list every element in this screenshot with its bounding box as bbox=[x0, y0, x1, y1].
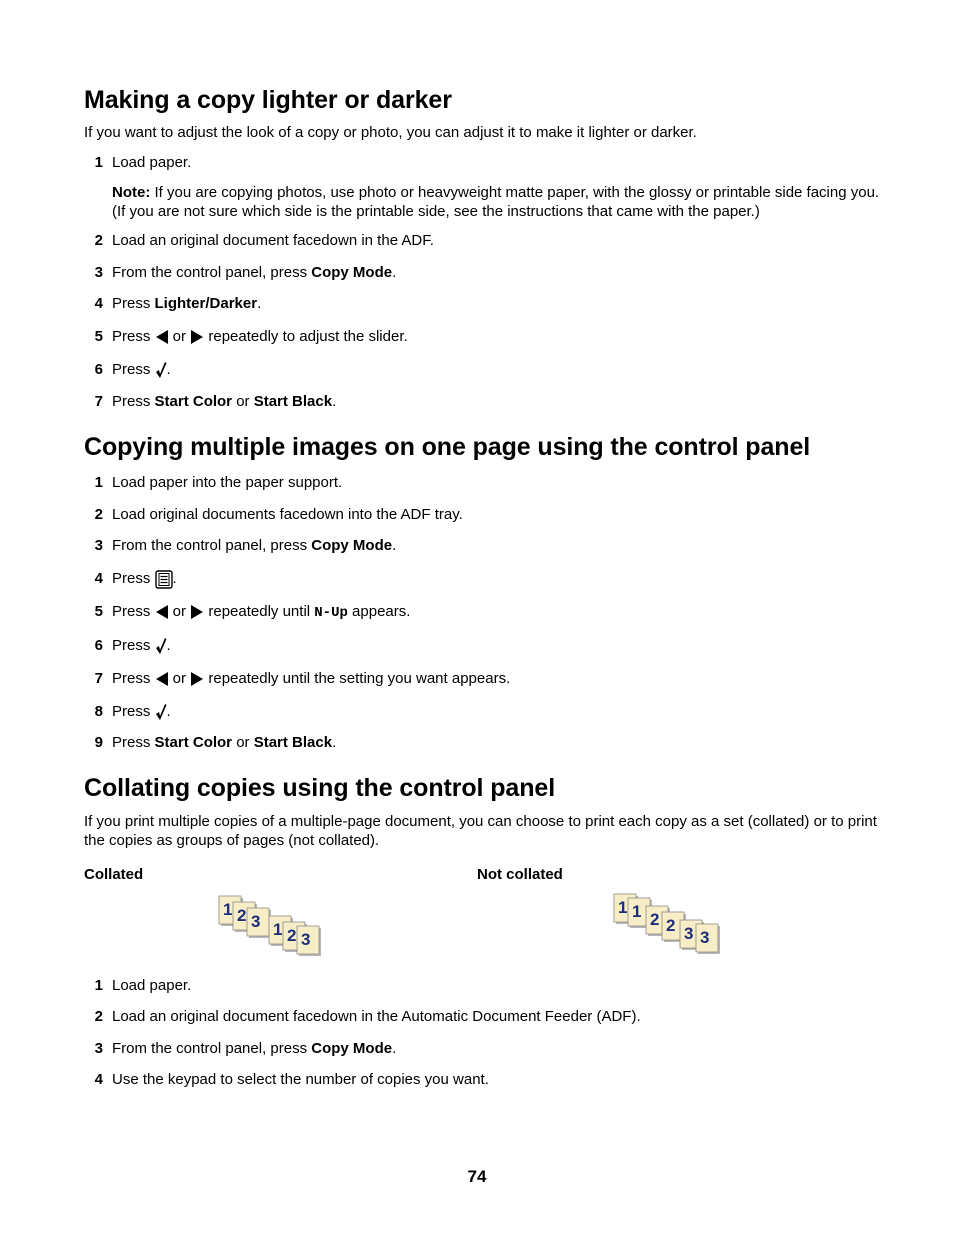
step-text-part: Press bbox=[112, 295, 155, 312]
step-item bbox=[84, 262, 884, 284]
step-number: 3 bbox=[94, 537, 103, 554]
step-number: 5 bbox=[94, 328, 103, 345]
step-number: 4 bbox=[94, 570, 103, 587]
step-text-part: Press bbox=[112, 603, 155, 620]
step-text-part: . bbox=[392, 264, 397, 281]
step-item bbox=[84, 975, 884, 997]
step-text-part: . bbox=[392, 1040, 397, 1057]
step-text-part: appears. bbox=[347, 603, 411, 620]
step-number: 2 bbox=[94, 232, 103, 249]
not-collated-illustration bbox=[610, 890, 732, 956]
step-text bbox=[112, 1038, 396, 1060]
step-item bbox=[84, 535, 884, 557]
step-text bbox=[112, 635, 171, 657]
step-number: 2 bbox=[94, 506, 103, 523]
step-number: 9 bbox=[94, 734, 103, 751]
step-item bbox=[84, 230, 884, 252]
section-intro: If you print multiple copies of a multiple-page document, you can choose to print each copy as a set (collated) or to print the copies as groups of pages (not collated). bbox=[84, 813, 877, 849]
step-number: 5 bbox=[94, 603, 103, 620]
step-text-part: or bbox=[232, 734, 254, 751]
step-text-part: or bbox=[168, 328, 191, 345]
step-text: Use the keypad to select the number of copies you want. bbox=[112, 1071, 489, 1088]
step-item bbox=[84, 152, 884, 174]
step-item bbox=[84, 601, 884, 623]
step-text bbox=[112, 568, 177, 590]
right-arrow-icon bbox=[190, 329, 204, 345]
step-number: 6 bbox=[94, 361, 103, 378]
step-item bbox=[84, 1006, 884, 1028]
step-text bbox=[112, 293, 261, 315]
step-number: 6 bbox=[94, 637, 103, 654]
step-text-part: repeatedly until the setting you want appears. bbox=[204, 670, 511, 687]
step-text-part: . bbox=[166, 703, 171, 720]
right-arrow-icon bbox=[190, 671, 204, 687]
step-text: Load paper. bbox=[112, 977, 192, 994]
note bbox=[112, 183, 882, 221]
page-number-label: 1 bbox=[618, 898, 628, 917]
button-name: Lighter/Darker bbox=[154, 295, 258, 312]
section-title: Copying multiple images on one page using the control panel bbox=[84, 433, 811, 461]
section-intro: If you want to adjust the look of a copy or photo, you can adjust it to make it lighter or darker. bbox=[84, 124, 697, 141]
step-text bbox=[112, 262, 396, 284]
left-arrow-icon bbox=[155, 329, 169, 345]
page-number-label: 1 bbox=[223, 900, 233, 919]
display-text: N-Up bbox=[314, 605, 348, 621]
step-text-part: . bbox=[166, 361, 171, 378]
step-text-part: repeatedly until bbox=[204, 603, 315, 620]
step-text-part: repeatedly to adjust the slider. bbox=[204, 328, 408, 345]
step-text-part: Press bbox=[112, 328, 155, 345]
step-number: 4 bbox=[94, 1071, 103, 1088]
step-text bbox=[112, 732, 336, 754]
step-text: Load an original document facedown in the Automatic Document Feeder (ADF). bbox=[112, 1008, 641, 1025]
page-number-label: 2 bbox=[666, 916, 676, 935]
step-number: 7 bbox=[94, 393, 103, 410]
step-text: Load original documents facedown into the ADF tray. bbox=[112, 506, 463, 523]
step-item bbox=[84, 504, 884, 526]
button-name: Copy Mode bbox=[311, 1040, 393, 1057]
collated-label: Collated bbox=[84, 866, 144, 883]
step-text-part: From the control panel, press bbox=[112, 537, 312, 554]
step-text bbox=[112, 391, 336, 413]
step-number: 3 bbox=[94, 1040, 103, 1057]
left-arrow-icon bbox=[155, 604, 169, 620]
step-text-part: or bbox=[232, 393, 254, 410]
step-item bbox=[84, 326, 884, 348]
checkmark-icon bbox=[155, 703, 167, 721]
page-number-label: 2 bbox=[650, 910, 660, 929]
button-name: Start Black bbox=[253, 734, 333, 751]
step-text-part: . bbox=[172, 570, 177, 587]
step-text-part: or bbox=[168, 603, 191, 620]
page-number-label: 1 bbox=[632, 902, 642, 921]
step-text: Load an original document facedown in the ADF. bbox=[112, 232, 434, 249]
step-item bbox=[84, 635, 884, 657]
checkmark-icon bbox=[155, 637, 167, 655]
step-number: 3 bbox=[94, 264, 103, 281]
step-text-part: . bbox=[257, 295, 262, 312]
button-name: Start Color bbox=[154, 393, 233, 410]
left-arrow-icon bbox=[155, 671, 169, 687]
step-item bbox=[84, 732, 884, 754]
right-arrow-icon bbox=[190, 604, 204, 620]
step-item bbox=[84, 293, 884, 315]
step-text-part: . bbox=[332, 734, 337, 751]
page-number-label: 1 bbox=[273, 920, 283, 939]
page-number-label: 3 bbox=[700, 928, 710, 947]
step-text-part: . bbox=[332, 393, 337, 410]
step-item bbox=[84, 472, 884, 494]
step-number: 1 bbox=[94, 474, 103, 491]
step-text: Load paper. bbox=[112, 154, 192, 171]
step-text bbox=[112, 601, 410, 624]
step-text-part: Press bbox=[112, 637, 155, 654]
step-item bbox=[84, 701, 884, 723]
page-number-label: 2 bbox=[287, 926, 297, 945]
step-text-part: Press bbox=[112, 670, 155, 687]
page-number-label: 3 bbox=[684, 924, 694, 943]
page-sheet bbox=[297, 926, 321, 956]
step-item bbox=[84, 568, 884, 590]
step-number: 8 bbox=[94, 703, 103, 720]
step-number: 4 bbox=[94, 295, 103, 312]
step-item bbox=[84, 359, 884, 381]
step-text-part: Press bbox=[112, 703, 155, 720]
page-number: 74 bbox=[467, 1167, 487, 1186]
step-item bbox=[84, 1038, 884, 1060]
button-name: Copy Mode bbox=[311, 537, 393, 554]
collated-illustration bbox=[215, 892, 335, 956]
step-item bbox=[84, 391, 884, 413]
step-text bbox=[112, 326, 408, 348]
step-text-part: Press bbox=[112, 361, 155, 378]
step-text-part: From the control panel, press bbox=[112, 264, 312, 281]
step-number: 1 bbox=[94, 154, 103, 171]
step-text bbox=[112, 359, 171, 381]
button-name: Start Black bbox=[253, 393, 333, 410]
button-name: Start Color bbox=[154, 734, 233, 751]
step-text-part: . bbox=[392, 537, 397, 554]
step-text-part: . bbox=[166, 637, 171, 654]
step-number: 7 bbox=[94, 670, 103, 687]
step-text bbox=[112, 701, 171, 723]
step-number: 2 bbox=[94, 1008, 103, 1025]
step-text-part: Press bbox=[112, 734, 155, 751]
step-item bbox=[84, 1069, 884, 1091]
step-text-part: or bbox=[168, 670, 191, 687]
button-name: Copy Mode bbox=[311, 264, 393, 281]
step-text bbox=[112, 535, 396, 557]
page-number-label: 2 bbox=[237, 906, 247, 925]
page-number-label: 3 bbox=[251, 912, 261, 931]
section-title: Collating copies using the control panel bbox=[84, 774, 556, 802]
step-item bbox=[84, 668, 884, 690]
step-text bbox=[112, 668, 510, 690]
note-label: Note: bbox=[112, 184, 151, 201]
not-collated-label: Not collated bbox=[477, 866, 563, 883]
step-text: Load paper into the paper support. bbox=[112, 474, 343, 491]
page-number-label: 3 bbox=[301, 930, 311, 949]
menu-icon bbox=[155, 570, 173, 589]
note-text: If you are copying photos, use photo or heavyweight matte paper, with the glossy or printable side facing you. (If you are not sure which side is the printable side, see the instructions that came with the paper.) bbox=[112, 184, 880, 220]
step-text-part: Press bbox=[112, 393, 155, 410]
checkmark-icon bbox=[155, 361, 167, 379]
page-sheet bbox=[696, 924, 720, 954]
step-number: 1 bbox=[94, 977, 103, 994]
page-sheet bbox=[247, 908, 271, 938]
section-title: Making a copy lighter or darker bbox=[84, 86, 452, 114]
step-text-part: From the control panel, press bbox=[112, 1040, 312, 1057]
step-text-part: Press bbox=[112, 570, 155, 587]
